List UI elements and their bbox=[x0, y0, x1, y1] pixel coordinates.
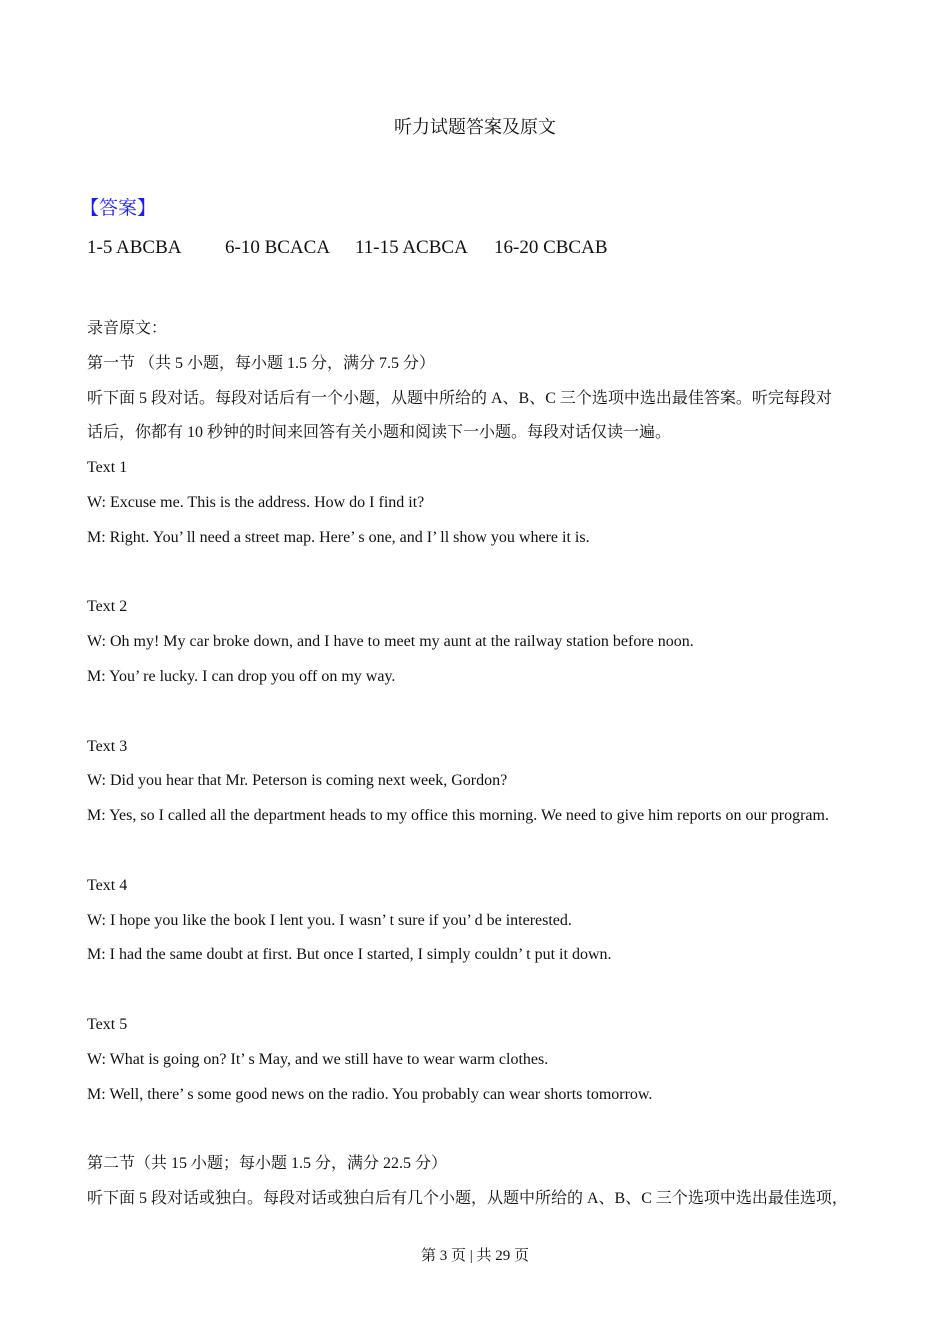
answer-heading: 【答案】 bbox=[80, 198, 157, 219]
answer-group: 11-15 ACBCA bbox=[355, 237, 468, 258]
transcript-line: Text 3 bbox=[87, 737, 128, 755]
blank-line bbox=[87, 1112, 887, 1147]
transcript-line: 听下面 5 段对话或独白。每段对话或独白后有几个小题，从题中所给的 A、B、C 三个选项中选出最佳选项， bbox=[87, 1189, 848, 1207]
transcript-line: W: Did you hear that Mr. Peterson is coming next week, Gordon? bbox=[87, 772, 508, 790]
page-footer: 第 3 页 | 共 29 页 bbox=[420, 1248, 529, 1264]
transcript-line: Text 1 bbox=[87, 459, 128, 477]
transcript-line: M: Well, there’ s some good news on the radio. You probably can wear shorts tomorrow. bbox=[87, 1085, 653, 1103]
transcript-line: M: Yes, so I called all the department heads to my office this morning. We need to give him reports on our program. bbox=[87, 807, 829, 825]
transcript-line: 话后，你都有 10 秒钟的时间来回答有关小题和阅读下一小题。每段对话仅读一遍。 bbox=[87, 424, 672, 442]
transcript-line: W: Oh my! My car broke down, and I have to meet my aunt at the railway station before noon. bbox=[87, 633, 694, 651]
transcript-line: 第二节（共 15 小题；每小题 1.5 分，满分 22.5 分） bbox=[87, 1155, 448, 1173]
answer-group: 16-20 CBCAB bbox=[494, 237, 608, 258]
transcript-line: M: I had the same doubt at first. But once I started, I simply couldn’ t put it down. bbox=[87, 946, 612, 964]
answer-group: 1-5 ABCBA bbox=[87, 237, 182, 258]
transcript-line: M: You’ re lucky. I can drop you off on my way. bbox=[87, 667, 396, 685]
blank-line bbox=[87, 834, 887, 869]
transcript-line: M: Right. You’ ll need a street map. Here’ s one, and I’ ll show you where it is. bbox=[87, 528, 590, 546]
transcript-line: Text 2 bbox=[87, 598, 128, 616]
blank-line bbox=[87, 695, 887, 730]
transcript-line: W: What is going on? It’ s May, and we still have to wear warm clothes. bbox=[87, 1050, 549, 1068]
transcript bbox=[87, 312, 887, 1217]
blank-line bbox=[87, 973, 887, 1008]
blank-line bbox=[87, 556, 887, 591]
transcript-line: W: I hope you like the book I lent you. I wasn’ t sure if you’ d be interested. bbox=[87, 911, 572, 929]
document-title: 听力试题答案及原文 bbox=[394, 117, 556, 137]
transcript-line: Text 4 bbox=[87, 876, 128, 894]
transcript-line: Text 5 bbox=[87, 1015, 128, 1033]
transcript-line: 听下面 5 段对话。每段对话后有一个小题，从题中所给的 A、B、C 三个选项中选出最佳答案。听完每段对 bbox=[87, 389, 832, 407]
transcript-line: 录音原文： bbox=[87, 320, 168, 337]
transcript-line: 第一节 （共 5 小题，每小题 1.5 分，满分 7.5 分） bbox=[87, 354, 436, 372]
answer-key bbox=[87, 237, 608, 259]
answer-group: 6-10 BCACA bbox=[225, 237, 331, 258]
transcript-line: W: Excuse me. This is the address. How do I find it? bbox=[87, 493, 425, 511]
